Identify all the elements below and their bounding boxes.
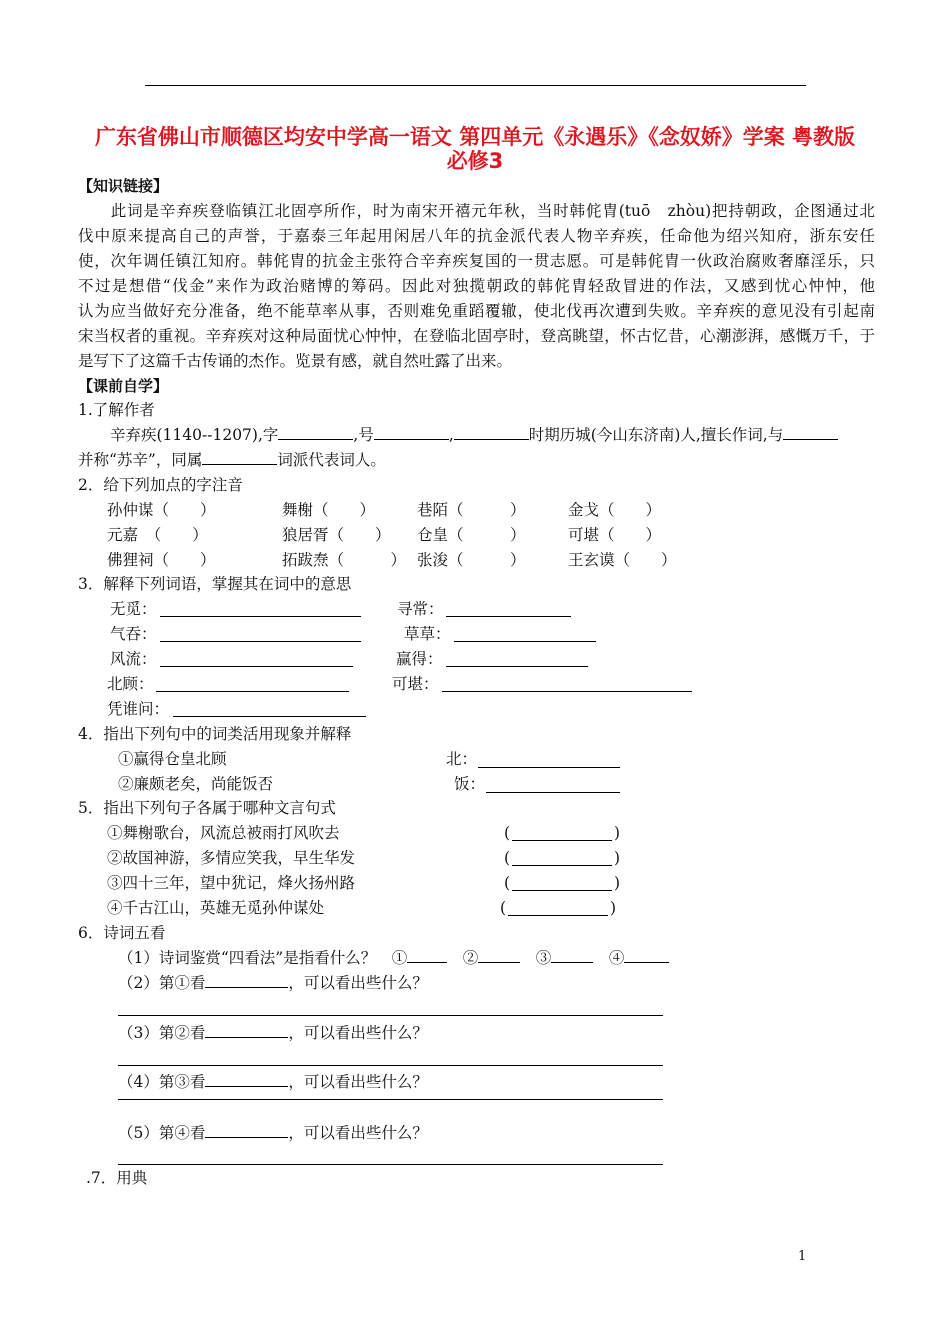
mark: ③ xyxy=(535,949,552,967)
term-label: 气吞： xyxy=(110,625,157,643)
sub-question-prefix: （4）第③看 xyxy=(118,1073,206,1091)
answer-line[interactable] xyxy=(160,641,361,642)
answer-line[interactable] xyxy=(118,1015,663,1016)
sentence-item: ①舞榭歌台，风流总被雨打风吹去 xyxy=(107,824,340,842)
term-label: 凭谁问： xyxy=(107,700,170,718)
answer-line[interactable] xyxy=(446,666,588,667)
pinyin-item[interactable]: 仓皇（ ） xyxy=(417,526,526,544)
sub-question-prefix: （3）第②看 xyxy=(118,1024,206,1042)
sub-question-suffix: ，可以看出些什么？ xyxy=(288,1024,428,1042)
paren-open: ( xyxy=(504,824,511,842)
answer-line[interactable] xyxy=(160,616,361,617)
paren-close: ) xyxy=(614,849,621,867)
blank[interactable] xyxy=(783,425,838,440)
q4-label: 北： xyxy=(446,750,478,768)
blank[interactable] xyxy=(551,948,593,963)
term-label: 无觅： xyxy=(110,600,157,618)
paragraph-line: 此词是辛弃疾登临镇江北固亭所作，时为南宋开禧元年秋，当时韩侂胄(tuō zhòu)把持朝政，企图通过北 xyxy=(78,202,875,220)
answer-line[interactable] xyxy=(512,865,612,866)
answer-line[interactable] xyxy=(478,767,620,768)
answer-line[interactable] xyxy=(454,641,596,642)
q7-title: .7．用典 xyxy=(86,1169,148,1187)
q1-text: 并称“苏辛”，同属 xyxy=(78,451,203,469)
paren-close: ) xyxy=(610,899,617,917)
q3-title: 3．解释下列词语，掌握其在词中的意思 xyxy=(78,575,352,593)
section-heading-self-study: 【课前自学】 xyxy=(78,377,169,395)
sub-question-prefix: （5）第④看 xyxy=(118,1124,206,1142)
sub-question-suffix: ，可以看出些什么？ xyxy=(288,1073,428,1091)
sub-question-suffix: ，可以看出些什么？ xyxy=(288,1124,428,1142)
q1-text: ,号 xyxy=(353,426,374,444)
q4-label: 饭： xyxy=(454,775,486,793)
sub-question-prefix: （2）第①看 xyxy=(118,974,206,992)
blank[interactable] xyxy=(624,948,669,963)
pinyin-item[interactable]: 金戈（ ） xyxy=(568,501,662,519)
pinyin-item[interactable]: 狼居胥（ ） xyxy=(282,526,391,544)
term-label: 北顾： xyxy=(107,675,154,693)
answer-line[interactable] xyxy=(156,691,349,692)
pinyin-item[interactable]: 王玄谟（ ） xyxy=(568,551,677,569)
blank[interactable] xyxy=(205,973,288,988)
answer-line[interactable] xyxy=(508,915,608,916)
pinyin-item[interactable]: 巷陌（ ） xyxy=(417,501,526,519)
sentence-item: ④千古江山，英雄无觅孙仲谋处 xyxy=(107,899,325,917)
pinyin-item[interactable]: 可堪（ ） xyxy=(568,526,662,544)
q1-text: , xyxy=(448,426,454,444)
q4-item: ①赢得仓皇北顾 xyxy=(118,750,227,768)
term-label: 赢得： xyxy=(396,650,443,668)
blank[interactable] xyxy=(205,1072,288,1087)
answer-line[interactable] xyxy=(118,1164,663,1165)
term-label: 可堪： xyxy=(392,675,439,693)
pinyin-item[interactable]: 孙仲谋（ ） xyxy=(107,501,216,519)
blank[interactable] xyxy=(205,1123,288,1138)
doc-title: 广东省佛山市顺德区均安中学高一语文 第四单元《永遇乐》《念奴娇》学案 粤教版 xyxy=(94,125,856,149)
q4-title: 4．指出下列句中的词类活用现象并解释 xyxy=(78,725,352,743)
q1-text: 词派代表词人。 xyxy=(277,451,386,469)
sub-question xyxy=(118,973,428,993)
blank[interactable] xyxy=(278,425,353,440)
sentence-item: ②故国神游，多情应笑我，早生华发 xyxy=(107,849,356,867)
page-number: 1 xyxy=(798,1249,807,1264)
paren-open: ( xyxy=(504,874,511,892)
answer-line[interactable] xyxy=(160,666,353,667)
q1-title: 1.了解作者 xyxy=(78,401,155,419)
mark: ④ xyxy=(608,949,625,967)
pinyin-item[interactable]: 佛狸祠（ ） xyxy=(107,551,216,569)
mark: ① xyxy=(391,949,408,967)
answer-line[interactable] xyxy=(173,716,366,717)
pinyin-item[interactable]: 拓跋焘（ ） xyxy=(282,551,407,569)
sub-question xyxy=(118,1072,428,1092)
paragraph-line: 是写下了这篇千古传诵的杰作。览景有感，就自然吐露了出来。 xyxy=(78,352,513,370)
pinyin-item[interactable]: 元嘉 （ ） xyxy=(107,526,208,544)
paragraph-line: 认为应当做好充分准备，绝不能草率从事，否则难免重蹈覆辙，使北伐再次遭到失败。辛弃疾的意见没有引起南 xyxy=(78,302,875,320)
sub-question-suffix: ，可以看出些什么？ xyxy=(288,974,428,992)
paragraph-line: 不过是想借“伐金”来作为政治赌博的筹码。因此对独揽朝政的韩侂胄轻敌冒进的作法，又感到忧心忡忡，他 xyxy=(78,277,875,295)
mark: ② xyxy=(462,949,479,967)
paren-open: ( xyxy=(500,899,507,917)
paren-close: ) xyxy=(614,824,621,842)
sentence-item: ③四十三年，望中犹记，烽火扬州路 xyxy=(107,874,356,892)
doc-title-line2: 必修3 xyxy=(446,149,504,173)
blank[interactable] xyxy=(205,1023,288,1038)
answer-line[interactable] xyxy=(512,890,612,891)
answer-line[interactable] xyxy=(118,1065,663,1066)
answer-line[interactable] xyxy=(486,792,620,793)
paragraph-line: 宋当权者的重视。辛弃疾对这种局面忧心忡忡，在登临北固亭时，登高眺望，怀古忆昔，心潮澎湃，感慨万千，于 xyxy=(78,327,875,345)
term-label: 草草： xyxy=(404,625,451,643)
q1-line1 xyxy=(110,425,838,445)
q5-title: 5．指出下列句子各属于哪种文言句式 xyxy=(78,799,336,817)
blank[interactable] xyxy=(407,948,447,963)
paren-open: ( xyxy=(504,849,511,867)
answer-line[interactable] xyxy=(446,616,571,617)
q1-text: 辛弃疾(1140--1207),字 xyxy=(110,426,279,444)
sub-question xyxy=(118,1023,428,1043)
q1-text: 时期历城(今山东济南)人,擅长作词,与 xyxy=(528,426,784,444)
q6-question: （1）诗词鉴赏“四看法”是指看什么？ xyxy=(118,949,377,967)
blank[interactable] xyxy=(478,948,520,963)
blank[interactable] xyxy=(202,450,277,465)
q4-item: ②廉颇老矣，尚能饭否 xyxy=(118,775,274,793)
pinyin-item[interactable]: 舞榭（ ） xyxy=(282,501,376,519)
paragraph-line: 使，次年调任镇江知府。韩侂胄的抗金主张符合辛弃疾复国的一贯志愿。可是韩侂胄一伙政治腐败奢靡淫乐，只 xyxy=(78,252,875,270)
q6-sub1 xyxy=(118,948,669,968)
header-rule xyxy=(145,85,806,86)
q2-title: 2．给下列加点的字注音 xyxy=(78,476,243,494)
blank[interactable] xyxy=(454,425,529,440)
paragraph-line: 伐中原来提高自己的声誉，于嘉泰三年起用闲居八年的抗金派代表人物辛弃疾，任命他为绍兴知府，浙东安任 xyxy=(78,227,875,245)
answer-line[interactable] xyxy=(118,1099,663,1100)
pinyin-item[interactable]: 张浚（ ） xyxy=(417,551,526,569)
section-heading-knowledge: 【知识链接】 xyxy=(78,177,169,195)
q6-title: 6．诗词五看 xyxy=(78,924,166,942)
q1-line2 xyxy=(78,450,386,470)
blank[interactable] xyxy=(374,425,449,440)
answer-line[interactable] xyxy=(442,691,692,692)
term-label: 风流： xyxy=(110,650,157,668)
term-label: 寻常： xyxy=(397,600,444,618)
answer-line[interactable] xyxy=(512,840,612,841)
paren-close: ) xyxy=(614,874,621,892)
sub-question xyxy=(118,1123,428,1143)
